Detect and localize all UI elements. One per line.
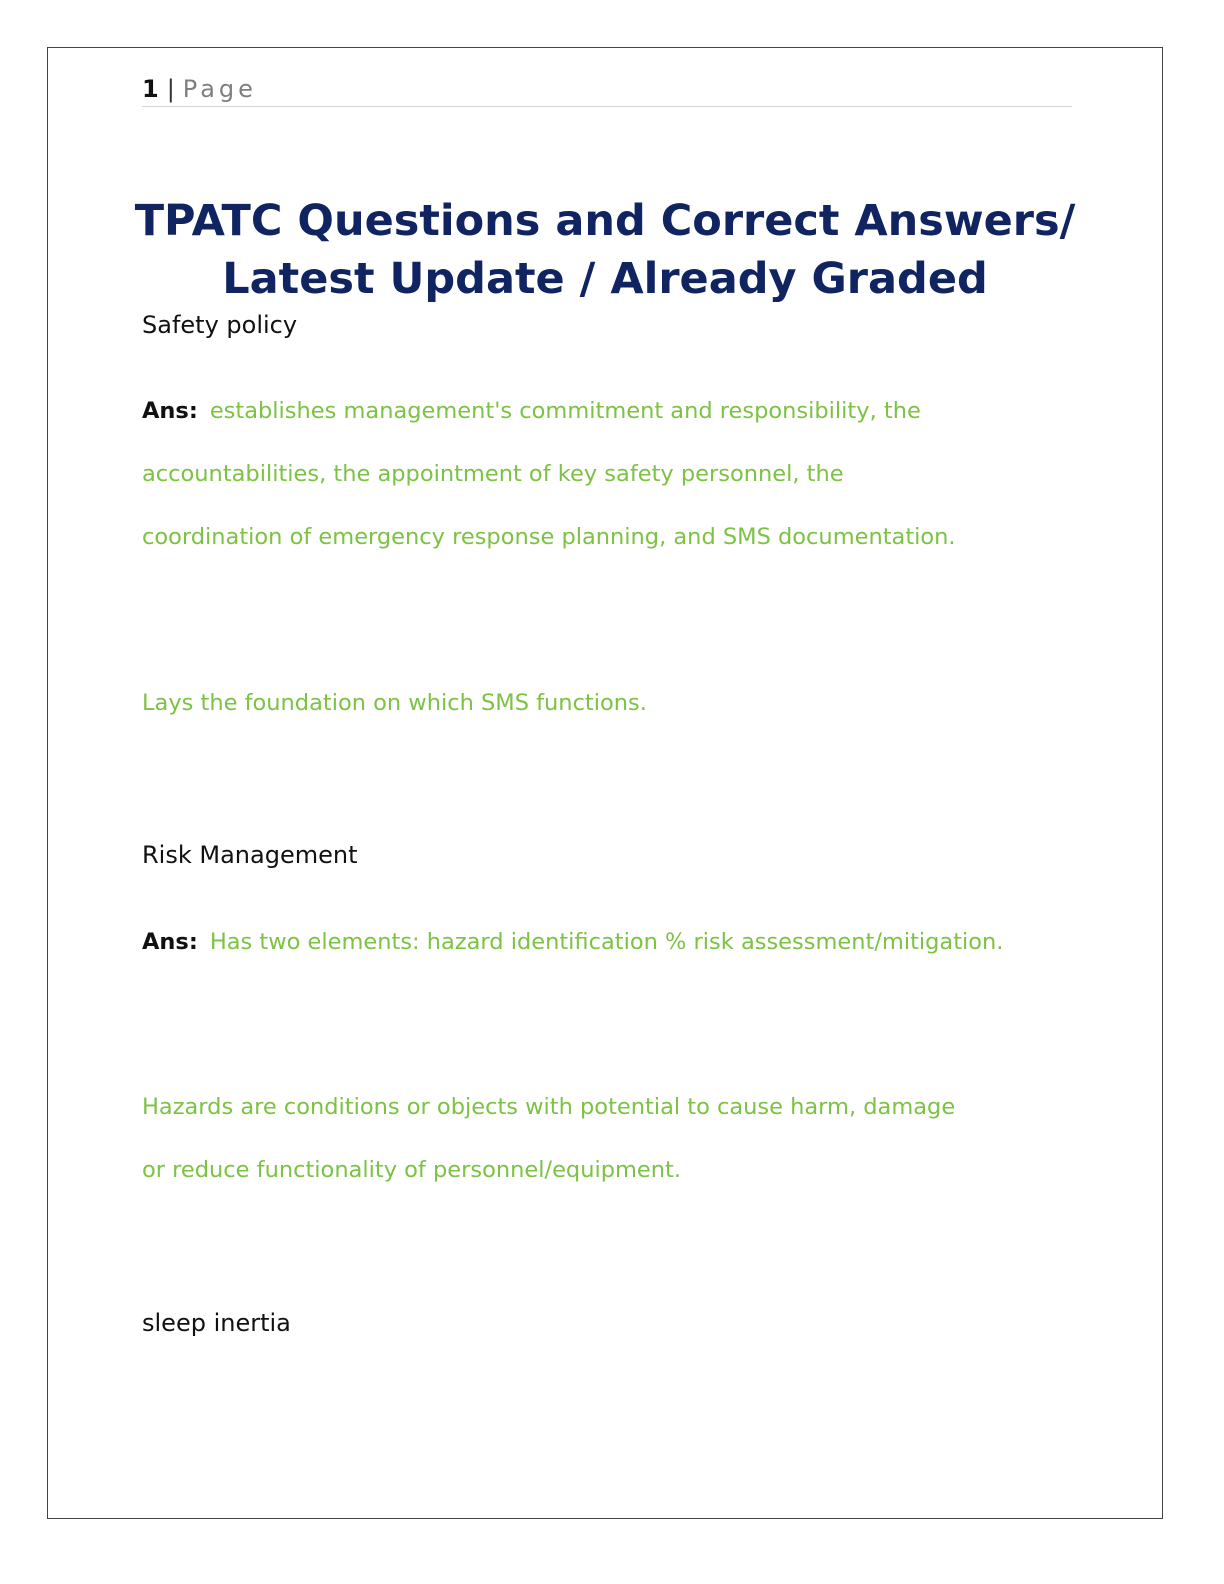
question-term: Risk Management xyxy=(142,841,358,869)
answer-text-line: coordination of emergency response planning, and SMS documentation. xyxy=(142,524,956,550)
answer-block xyxy=(142,911,1082,974)
answer-text-line: Has two elements: hazard identification % risk assessment/mitigation. xyxy=(209,929,1004,955)
answer-label: Ans: xyxy=(142,398,198,424)
page-label: Page xyxy=(182,75,257,103)
answer-text-line: Hazards are conditions or objects with potential to cause harm, damage xyxy=(142,1094,956,1120)
page-header xyxy=(142,72,1072,107)
answer-extra xyxy=(142,1076,1082,1202)
answer-block xyxy=(142,380,1082,569)
page-separator: | xyxy=(166,75,175,103)
question-term: Safety policy xyxy=(142,311,298,339)
document-title xyxy=(100,192,1110,308)
answer-text-line: or reduce functionality of personnel/equipment. xyxy=(142,1157,681,1183)
page-number: 1 xyxy=(142,75,159,103)
title-line-2: Latest Update / Already Graded xyxy=(222,254,988,304)
answer-text-line: accountabilities, the appointment of key safety personnel, the xyxy=(142,461,844,487)
answer-label: Ans: xyxy=(142,929,198,955)
question-term: sleep inertia xyxy=(142,1309,291,1337)
title-line-1: TPATC Questions and Correct Answers/ xyxy=(134,196,1076,246)
answer-text-line: establishes management's commitment and responsibility, the xyxy=(209,398,921,424)
answer-extra: Lays the foundation on which SMS functions. xyxy=(142,690,647,716)
